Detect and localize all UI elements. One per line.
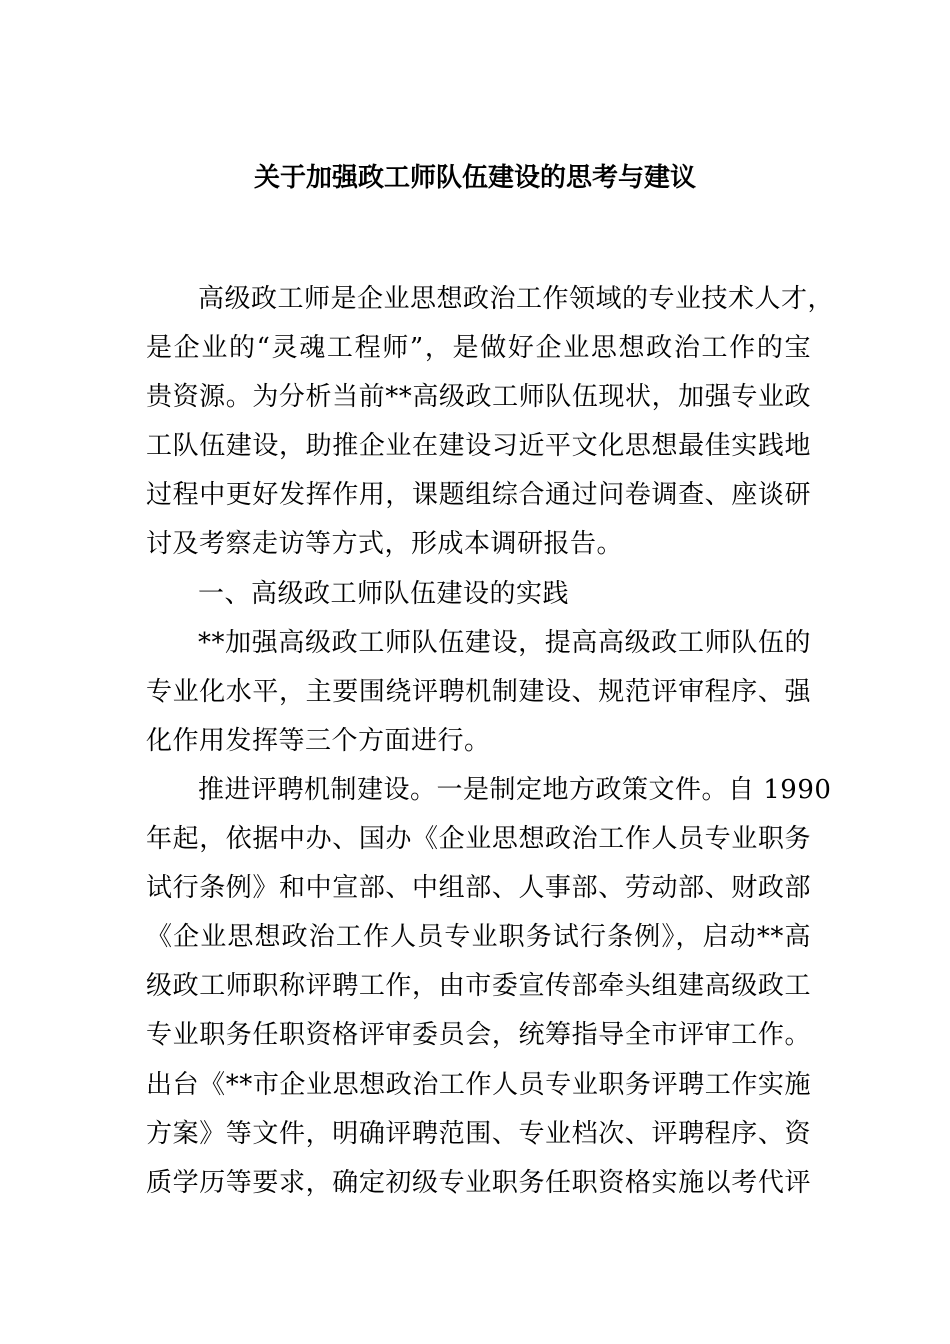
paragraph-line: 《企业思想政治工作人员专业职务试行条例》，启动**高 [146, 922, 811, 953]
paragraph-line: 高级政工师是企业思想政治工作领域的专业技术人才， [198, 284, 835, 314]
paragraph-line: 过程中更好发挥作用，课题组综合通过问卷调查、座谈研 [146, 480, 811, 511]
paragraph-line: 贵资源。为分析当前**高级政工师队伍现状，加强专业政 [146, 382, 811, 413]
paragraph-line: 质学历等要求，确定初级专业职务任职资格实施以考代评 [146, 1167, 811, 1198]
paragraph-line: 出台《**市企业思想政治工作人员专业职务评聘工作实施 [146, 1069, 811, 1100]
section-heading: 一、高级政工师队伍建设的实践 [198, 578, 570, 609]
document-title: 关于加强政工师队伍建设的思考与建议 [253, 163, 696, 193]
paragraph-line: 化作用发挥等三个方面进行。 [146, 725, 491, 756]
paragraph-line: 方案》等文件，明确评聘范围、专业档次、评聘程序、资 [146, 1118, 811, 1149]
paragraph-line: 工队伍建设，助推企业在建设习近平文化思想最佳实践地 [146, 431, 811, 462]
paragraph-line: 年起，依据中办、国办《企业思想政治工作人员专业职务 [146, 824, 811, 855]
paragraph-line: **加强高级政工师队伍建设，提高高级政工师队伍的 [198, 627, 811, 658]
paragraph-line: 专业化水平，主要围绕评聘机制建设、规范评审程序、强 [146, 676, 811, 707]
paragraph-line: 是企业的“灵魂工程师”，是做好企业思想政治工作的宝 [146, 333, 811, 364]
paragraph-line: 级政工师职称评聘工作，由市委宣传部牵头组建高级政工 [146, 971, 811, 1002]
paragraph-line: 专业职务任职资格评审委员会，统筹指导全市评审工作。 [146, 1020, 811, 1051]
document-body [146, 275, 835, 1208]
paragraph-line: 推进评聘机制建设。一是制定地方政策文件。自 1990 [198, 774, 832, 805]
paragraph-line: 讨及考察走访等方式，形成本调研报告。 [146, 529, 624, 560]
paragraph-line: 试行条例》和中宣部、中组部、人事部、劳动部、财政部 [146, 873, 811, 904]
